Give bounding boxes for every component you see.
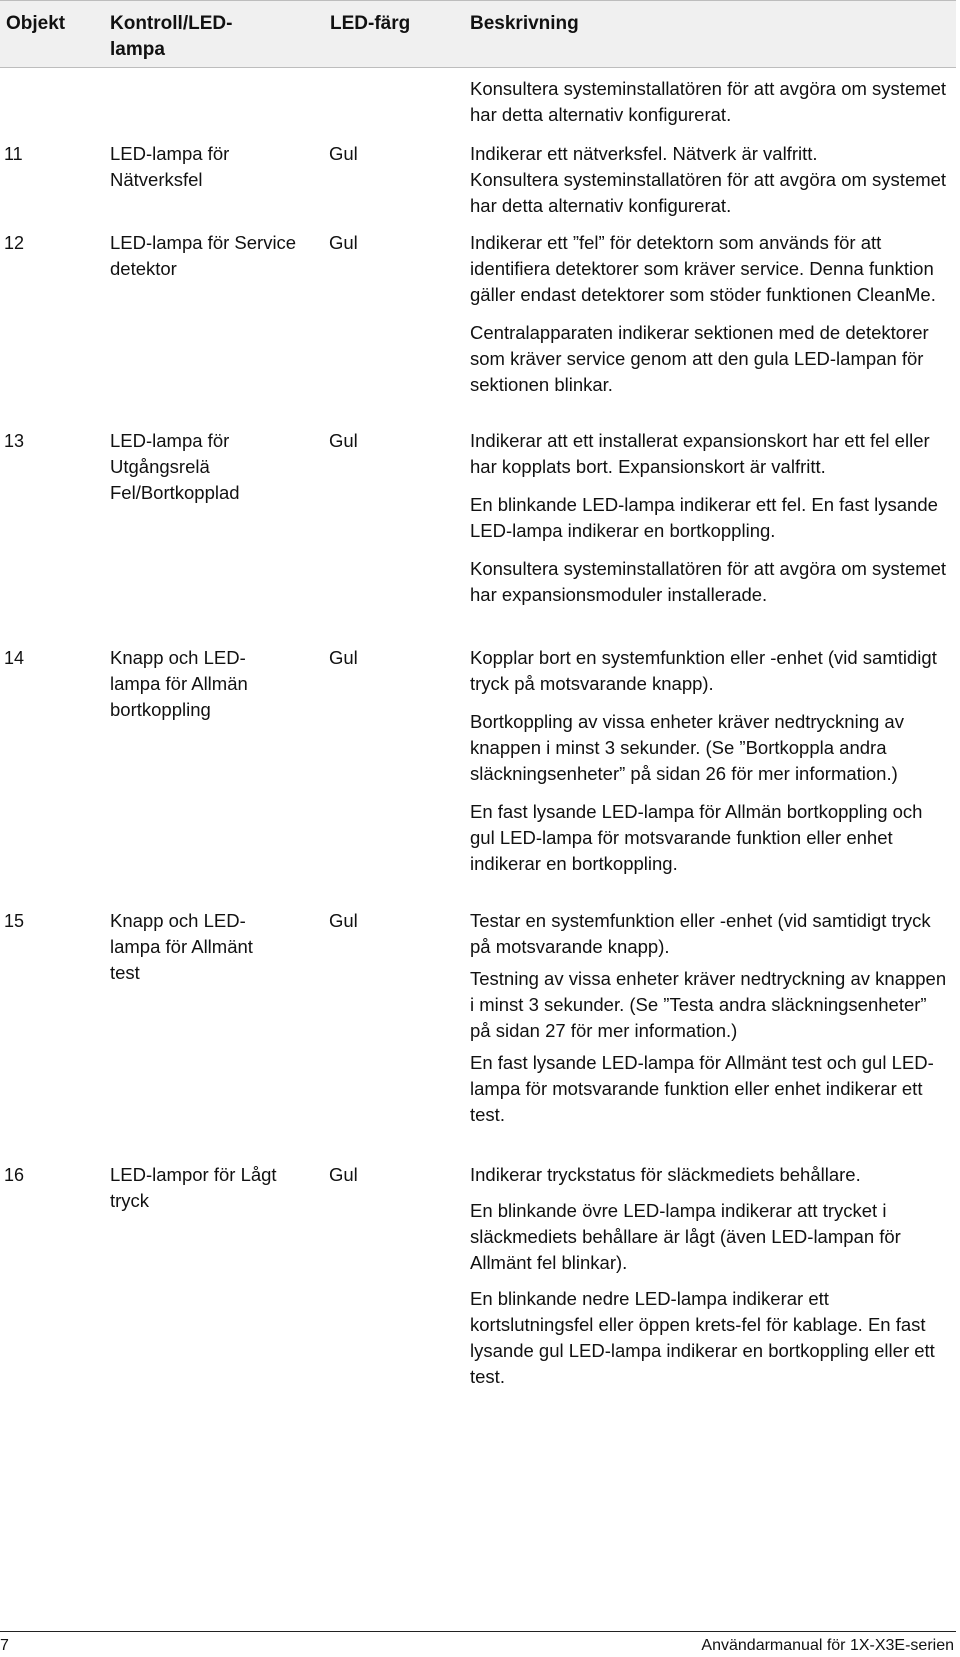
description-paragraph: Konsultera systeminstallatören för att avgöra om systemet har detta alternativ konfigurerat. xyxy=(470,169,947,216)
description-paragraph: Indikerar ett nätverksfel. Nätverk är valfritt. xyxy=(470,143,818,164)
row-number: 14 xyxy=(4,648,25,668)
header-led-color: LED-färg xyxy=(330,13,411,34)
row-control: LED-lampor för Lågt tryck xyxy=(110,1164,277,1211)
description-paragraph: Indikerar ett ”fel” för detektorn som används för att identifiera detektorer som kräver service. Denna funktion gäller endast detektorer som stöder funktionen CleanMe. xyxy=(470,232,936,305)
row-led-color: Gul xyxy=(329,232,358,253)
row-led-color: Gul xyxy=(329,910,358,931)
footer-divider xyxy=(0,1631,956,1632)
description-paragraph: Indikerar att ett installerat expansionskort har ett fel eller har kopplats bort. Expansionskort är valfritt. xyxy=(470,430,930,477)
row-control: Knapp och LED-lampa för Allmänt test xyxy=(110,910,253,983)
description-paragraph: Centralapparaten indikerar sektionen med de detektorer som kräver service genom att den gula LED-lampan för sektionen blinkar. xyxy=(470,322,929,395)
row-led-color: Gul xyxy=(329,430,358,451)
table-header xyxy=(0,0,956,68)
row-description xyxy=(470,908,950,1128)
row-number: 13 xyxy=(4,431,25,451)
row-number: 16 xyxy=(4,1165,25,1185)
description-paragraph: Indikerar tryckstatus för släckmediets behållare. xyxy=(470,1164,861,1185)
row-number: 15 xyxy=(4,911,25,931)
description-paragraph: Testar en systemfunktion eller -enhet (vid samtidigt tryck på motsvarande knapp). xyxy=(470,910,931,957)
row-led-color: Gul xyxy=(329,143,358,164)
row-description xyxy=(470,230,950,398)
description-paragraph: En fast lysande LED-lampa för Allmän bortkoppling och gul LED-lampa för motsvarande funktion eller enhet indikerar en bortkoppling. xyxy=(470,801,923,874)
row-control: LED-lampa för Utgångsrelä Fel/Bortkopplad xyxy=(110,430,240,503)
row-description xyxy=(470,428,950,608)
header-object: Objekt xyxy=(6,13,66,34)
continuation-description xyxy=(470,76,950,128)
description-paragraph: Bortkoppling av vissa enheter kräver nedtryckning av knappen i minst 3 sekunder. (Se ”Bortkoppla andra släckningsenheter” på sidan 26 för mer information.) xyxy=(470,711,904,784)
row-led-color: Gul xyxy=(329,1164,358,1185)
description-paragraph: Testning av vissa enheter kräver nedtryckning av knappen i minst 3 sekunder. (Se ”Testa andra släckningsenheter” på sidan 27 för mer information.) xyxy=(470,968,947,1041)
description-paragraph: En blinkande nedre LED-lampa indikerar ett kortslutningsfel eller öppen krets-fel för kablage. En fast lysande gul LED-lampa indikerar en bortkoppling eller ett test. xyxy=(470,1288,935,1387)
description-paragraph: En fast lysande LED-lampa för Allmänt test och gul LED-lampa för motsvarande funktion eller enhet indikerar ett test. xyxy=(470,1052,934,1125)
description-paragraph: En blinkande övre LED-lampa indikerar att trycket i släckmediets behållare är lågt (även LED-lampan för Allmänt fel blinkar). xyxy=(470,1200,901,1273)
header-control: Kontroll/LED- lampa xyxy=(110,13,233,60)
row-description xyxy=(470,645,950,877)
description-paragraph: Kopplar bort en systemfunktion eller -enhet (vid samtidigt tryck på motsvarande knapp). xyxy=(470,647,937,694)
row-control: LED-lampa för Nätverksfel xyxy=(110,143,230,190)
row-description xyxy=(470,141,950,219)
row-number: 12 xyxy=(4,233,25,253)
description-paragraph: Konsultera systeminstallatören för att avgöra om systemet har expansionsmoduler installerade. xyxy=(470,558,947,605)
row-control: LED-lampa för Service detektor xyxy=(110,232,297,279)
document-title: Användarmanual för 1X-X3E-serien xyxy=(701,1637,954,1654)
row-description xyxy=(470,1162,950,1390)
row-number: 11 xyxy=(4,144,23,164)
page-number: 7 xyxy=(0,1637,9,1654)
description-paragraph: En blinkande LED-lampa indikerar ett fel. En fast lysande LED-lampa indikerar en bortkoppling. xyxy=(470,494,938,541)
description-paragraph: Konsultera systeminstallatören för att avgöra om systemet har detta alternativ konfigurerat. xyxy=(470,78,947,125)
header-description: Beskrivning xyxy=(470,13,579,34)
row-control: Knapp och LED-lampa för Allmän bortkoppling xyxy=(110,647,248,720)
row-led-color: Gul xyxy=(329,647,358,668)
